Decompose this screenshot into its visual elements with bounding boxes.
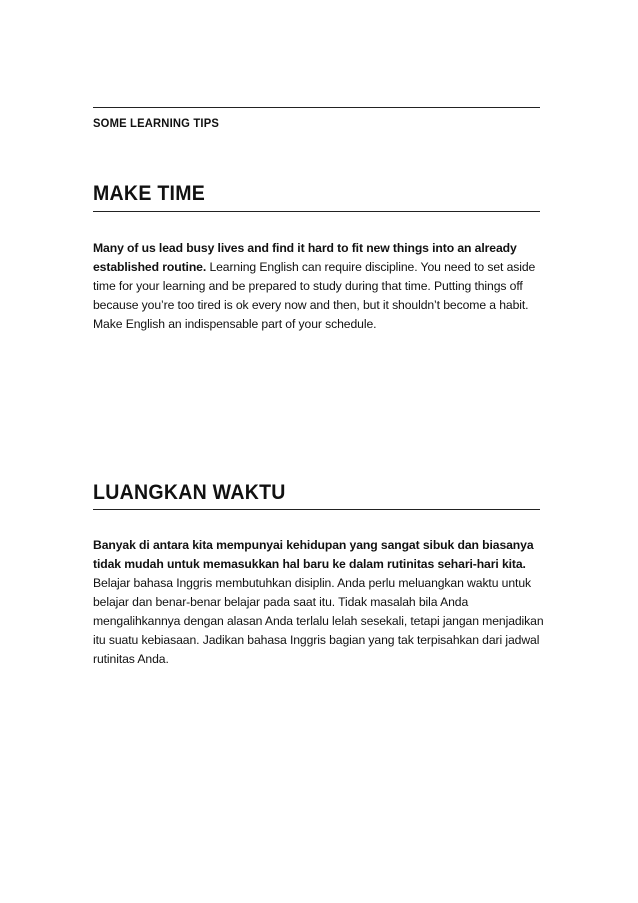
section-label: SOME LEARNING TIPS: [93, 116, 220, 130]
heading-make-time: MAKE TIME: [93, 182, 206, 205]
heading-rule-english: [93, 211, 540, 212]
paragraph-indonesian-lead: Banyak di antara kita mempunyai kehidupan yang sangat sibuk dan biasanya tidak mudah untuk memasukkan hal baru ke dalam rutinitas sehari-hari kita.: [93, 538, 534, 571]
paragraph-english-body: Learning English can require discipline. You need to set aside time for your learning and be prepared to study during that time. Putting things off because you’re too tired is ok every now and then, but it shouldn’t become a habit. Make English an indispensable part of your schedule.: [93, 260, 536, 331]
paragraph-english: [93, 239, 545, 334]
top-rule: [93, 107, 540, 108]
paragraph-indonesian-body: Belajar bahasa Inggris membutuhkan disiplin. Anda perlu meluangkan waktu untuk belajar dan benar-benar belajar pada saat itu. Tidak masalah bila Anda mengalihkannya dengan alasan Anda terlalu lelah sesekali, tetapi jangan menjadikan itu suatu kebiasaan. Jadikan bahasa Inggris bagian yang tak terpisahkan dari jadwal rutinitas Anda.: [93, 576, 544, 666]
heading-rule-indonesian: [93, 509, 540, 510]
paragraph-english-lead: Many of us lead busy lives and find it hard to fit new things into an already established routine.: [93, 241, 517, 274]
paragraph-indonesian: [93, 536, 545, 669]
heading-luangkan-waktu: LUANGKAN WAKTU: [93, 481, 286, 504]
